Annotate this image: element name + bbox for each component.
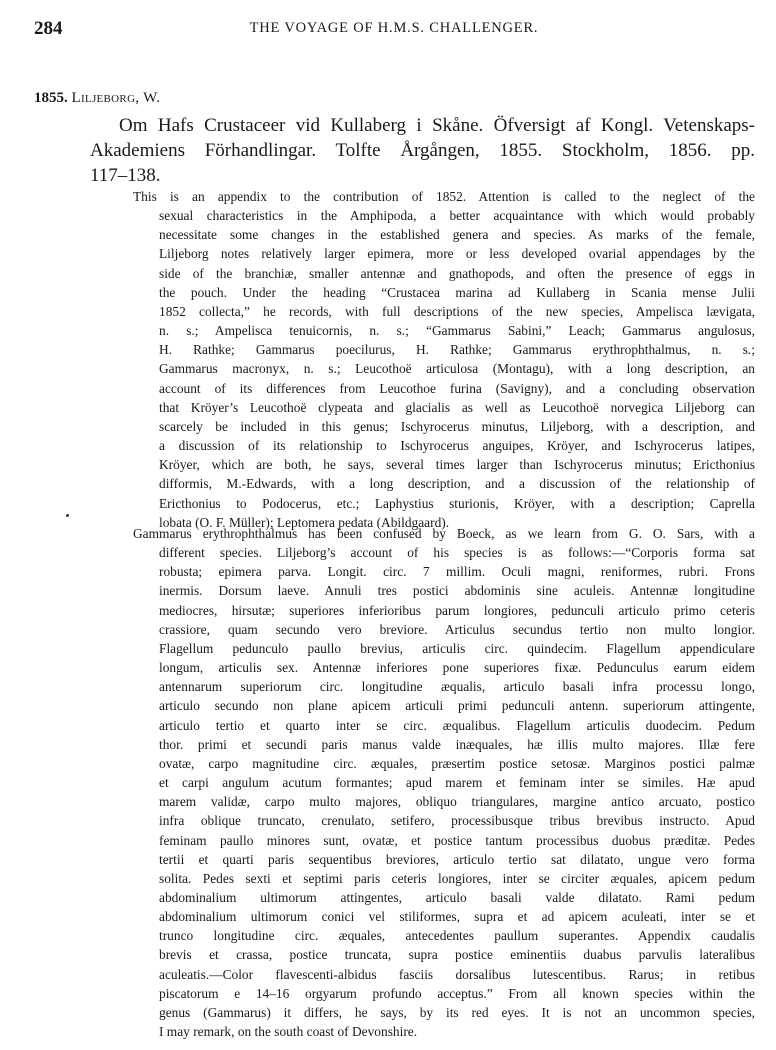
text-line: robusta; epimera parva. Longit. circ. 7 millim. Oculi magni, reniformes, rubri. Frons bbox=[159, 564, 755, 580]
text-line: crassiore, quam secundo vero breviore. Articulus secundus tertio non multo longior. bbox=[159, 621, 755, 637]
citation-line: 117–138. bbox=[90, 165, 161, 186]
text-line: Gammarus macronyx, n. s.; Leucothoë articulosa (Montagu), with a long description, an bbox=[159, 361, 755, 377]
citation bbox=[90, 113, 755, 188]
text-line: brevis et crassa, postice truncata, supra postice eminentiis duabus parvulis lateralibus bbox=[159, 947, 755, 963]
text-line: Flagellum pedunculo paullo brevius, articulis circ. quindecim. Flagellum appendiculare bbox=[159, 640, 755, 656]
text-line: marem validæ, carpo multo majores, obliquo triangulares, margine antico arcuato, postico bbox=[159, 794, 755, 810]
text-line: lobata (O. F. Müller); Leptomera pedata (Abildgaard). bbox=[159, 514, 450, 530]
page-number: 284 bbox=[34, 18, 63, 39]
text-line: aculeatis.—Color flavescenti-albidus fasciis dorsalibus lutescentibus. Rarus; in retibus bbox=[159, 966, 755, 982]
entry-heading bbox=[34, 90, 160, 107]
text-line: solita. Pedes sexti et septimi paris ceteris longiores, inter se circiter æquales, apicem pedum bbox=[159, 870, 755, 886]
citation-line: Om Hafs Crustaceer vid Kullaberg i Skåne. Öfversigt af Kongl. Vetenskaps- bbox=[119, 115, 755, 136]
text-line: H. Rathke; Gammarus poecilurus, H. Rathke; Gammarus erythrophthalmus, n. s.; bbox=[159, 342, 755, 358]
text-line: account of its differences from Leucothoe furina (Savigny), and a concluding observation bbox=[159, 380, 755, 396]
text-line: mediocres, hirsutæ; superiores inferioribus parum longiores, pedunculi articulo primo ceteris bbox=[159, 602, 755, 618]
text-line: trunco longitudine circ. æquales, antecedentes paullum superantes. Appendix caudalis bbox=[159, 928, 755, 944]
ink-speck bbox=[66, 514, 69, 517]
entry-year: 1855. bbox=[34, 90, 68, 106]
abstract-paragraph-2 bbox=[133, 524, 755, 1041]
text-line: that Kröyer’s Leucothoë clypeata and glacialis as well as Leucothoë norvegica Liljeborg can bbox=[159, 399, 755, 415]
text-line: infra oblique truncato, crenulato, setifero, processibusque tribus brevibus instructo. Apud bbox=[159, 813, 755, 829]
text-line: a discussion of its relationship to Ischyrocerus anguipes, Kröyer, and Ischyrocerus latipes, bbox=[159, 438, 755, 454]
text-line: side of the branchiæ, smaller antennæ and gnathopods, and often the presence of eggs in bbox=[159, 265, 755, 281]
text-line: Ericthonius to Podocerus, etc.; Laphystius sturionis, Kröyer, with a description; Caprella bbox=[159, 495, 755, 511]
text-line: piscatorum e 14–16 orgyarum profundo acceptus.” From all known species within the bbox=[159, 985, 755, 1001]
text-line: thor. primi et secundi paris manus valde inæquales, hæ illis multo majores. Illæ fere bbox=[159, 736, 755, 752]
text-line: ovatæ, carpo magnitudine circ. æquales, præsertim postice setosæ. Marginos postici palmæ bbox=[159, 755, 755, 771]
text-line: 1852 collecta,” he records, with full descriptions of the new species, Ampelisca lævigata, bbox=[159, 303, 755, 319]
text-line: necessitate some changes in the established genera and species. As marks of the female, bbox=[159, 227, 755, 243]
abstract-paragraph-1 bbox=[133, 187, 755, 532]
text-line: This is an appendix to the contribution of 1852. Attention is called to the neglect of the bbox=[133, 189, 755, 204]
text-line: the pouch. Under the heading “Crustacea marina ad Kullaberg in Scania mense Julii bbox=[159, 284, 755, 300]
text-line: feminam paullo minores sunt, ovatæ, et postice tantum processibus duobus præditæ. Pedes bbox=[159, 832, 755, 848]
text-line: longum, articulis sex. Antennæ inferiores pone superiores fixæ. Pedunculus earum eidem bbox=[159, 660, 755, 676]
text-line: articulo secundo non plane apicem articuli primi pedunculi antenn. superiorum attingente, bbox=[159, 698, 755, 714]
text-line: different species. Liljeborg’s account of his species is as follows:—“Corporis forma sat bbox=[159, 545, 755, 561]
citation-line: Akademiens Förhandlingar. Tolfte Årgången, 1855. Stockholm, 1856. pp. bbox=[90, 140, 755, 161]
text-line: difformis, M.-Edwards, with a long description, and a discussion of the relationship of bbox=[159, 476, 755, 492]
text-line: Gammarus erythrophthalmus has been confused by Boeck, as we learn from G. O. Sars, with a bbox=[133, 526, 755, 541]
text-line: Kröyer, which are both, he says, several times larger than Ischyrocerus minutus; Ericthonius bbox=[159, 457, 755, 473]
text-line: tertii et quarti paris sequentibus breviores, articulo tertio sat dilatato, ungue vero forma bbox=[159, 851, 755, 867]
text-line: articulo tertio et quarto inter se circ. æqualibus. Flagellum articulis duodecim. Pedum bbox=[159, 717, 755, 733]
text-line: abdominalium ultimorum attingentes, articulo basali valde dilatato. Rami pedum bbox=[159, 889, 755, 905]
text-line: scarcely be included in this genus; Ischyrocerus minutus, Liljeborg, with a description, and bbox=[159, 418, 755, 434]
text-line: sexual characteristics in the Amphipoda, a better acquaintance with which would probably bbox=[159, 208, 755, 224]
running-header bbox=[34, 18, 754, 40]
text-line: abdominalium ultimorum conici vel stiliformes, supra et ad apicem aculeati, inter se et bbox=[159, 909, 755, 925]
entry-author: Liljeborg, W. bbox=[71, 90, 161, 106]
text-line: inermis. Dorsum laeve. Annuli tres postici abdominis sine aculeis. Antennæ longitudine bbox=[159, 583, 755, 599]
running-title: THE VOYAGE OF H.M.S. CHALLENGER. bbox=[249, 20, 539, 36]
text-line: Liljeborg notes relatively larger epimera, more or less developed ovarial appendages by the bbox=[159, 246, 755, 262]
text-line: I may remark, on the south coast of Devonshire. bbox=[159, 1024, 418, 1040]
text-line: antennarum superiorum circ. longitudine æqualis, articulo basali infra processu longo, bbox=[159, 679, 755, 695]
text-line: n. s.; Ampelisca tenuicornis, n. s.; “Gammarus Sabini,” Leach; Gammarus angulosus, bbox=[159, 323, 755, 339]
text-line: et carpi angulum acutum formantes; apud marem et feminam inter se similes. Hæ apud bbox=[159, 775, 755, 791]
text-line: genus (Gammarus) it differs, he says, by its red eyes. It is not an uncommon species, bbox=[159, 1004, 755, 1020]
